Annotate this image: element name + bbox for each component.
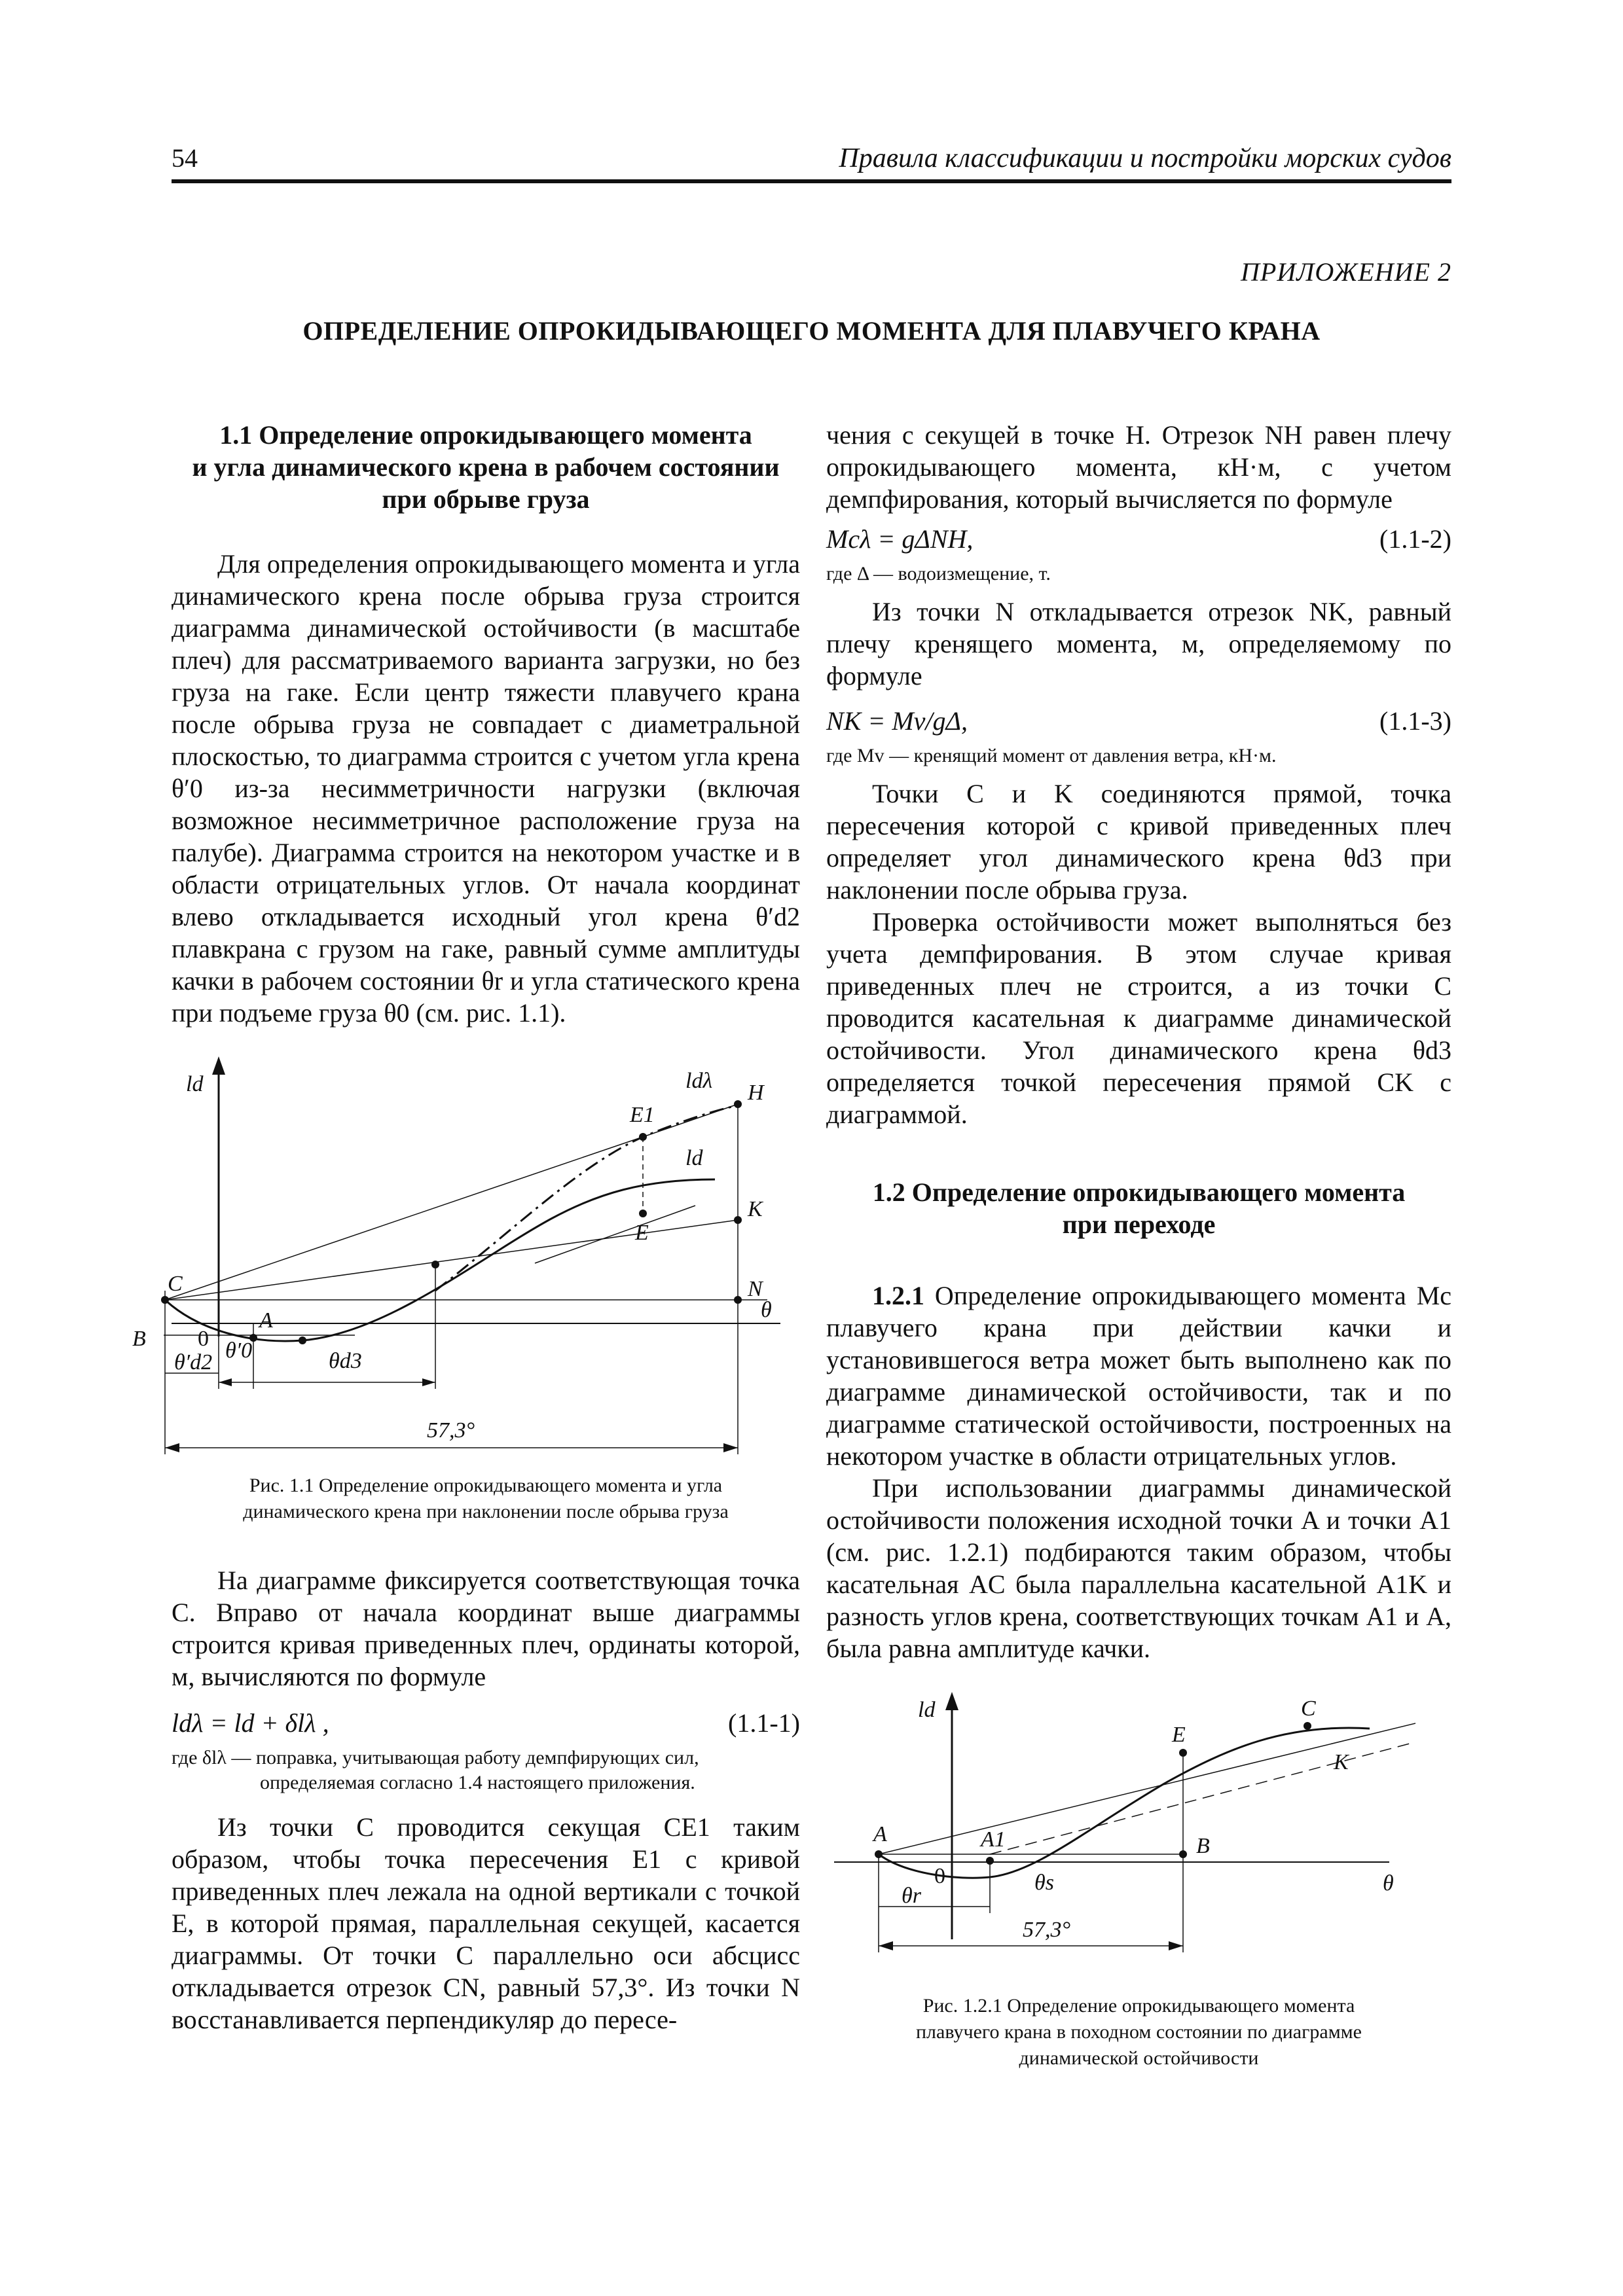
figure-1-1-caption <box>172 1473 800 1525</box>
heading-line: при переходе <box>1062 1210 1216 1239</box>
fig1-label-ld-curve: ld <box>685 1146 703 1170</box>
formula-number: (1.1-3) <box>1379 706 1451 736</box>
page-number: 54 <box>172 143 198 173</box>
fig1-label-N: N <box>748 1277 763 1301</box>
note-line: определяемая согласно 1.4 настоящего приложения. <box>260 1772 695 1793</box>
formula-note <box>172 1746 800 1795</box>
formula-1-1-1 <box>172 1707 800 1739</box>
fig2-label-theta-s: θs <box>1034 1871 1054 1895</box>
clause-number: 1.2.1 <box>872 1281 924 1310</box>
fig1-label-A: A <box>259 1308 273 1333</box>
fig2-label-theta-r: θr <box>902 1884 921 1908</box>
fig2-label-deg: 57,3° <box>1023 1918 1071 1942</box>
paragraph: Проверка остойчивости может выполняться без учета демпфирования. В этом случае кривая приведенных плеч не строится, а из точки C проводится касательная к диаграмме динамической остойчивости. Угол динамического крена θd3 определяется точкой пересечения прямой CK с диаграммой. <box>826 907 1451 1129</box>
right-column <box>826 419 1451 2072</box>
fig2-label-B: B <box>1196 1834 1210 1858</box>
heading-line: и угла динамического крена в рабочем состоянии <box>192 452 780 482</box>
fig2-label-E: E <box>1172 1723 1186 1747</box>
running-title: Правила классификации и постройки морских судов <box>839 143 1451 173</box>
heading-line: при обрыве груза <box>382 484 590 514</box>
paragraph: Для определения опрокидывающего момента и угла динамического крена после обрыва груза строится диаграмма динамической остойчивости (в масштабе плеч) для рассматриваемого варианта загрузки, но без груза на гаке. Если центр тяжести плавучего крана после обрыва груза не совпадает с диаметральной плоскостью, то диаграмма строится с учетом угла крена θ′0 из-за несимметричности нагрузки (включая возможное несимметричное расположение груза на палубе). Диаграмма строится на некотором участке и в области отрицательных углов. От начала координат влево откладывается исходный угол крена θ′d2 плавкрана с грузом на гаке, равный сумме амплитуды качки в рабочем состоянии θr и угла статического крена при подъеме груза θ0 (см. рис. 1.1). <box>172 549 800 1028</box>
header-rule <box>172 179 1451 183</box>
formula-1-1-3 <box>826 705 1451 737</box>
section-1-1-heading <box>172 419 800 515</box>
fig1-label-theta-0: θ′0 <box>225 1338 253 1363</box>
heading-line: 1.1 Определение опрокидывающего момента <box>219 420 752 450</box>
heading-line: 1.2 Определение опрокидывающего момента <box>872 1177 1406 1207</box>
paragraph: Из точки N откладывается отрезок NK, равный плечу кренящего момента, м, определяемому по формуле <box>826 597 1451 691</box>
fig2-label-ld-axis: ld <box>918 1698 936 1722</box>
paragraph: На диаграмме фиксируется соответствующая точка C. Вправо от начала координат выше диаграммы строится кривая приведенных плеч, ординаты которой, м, вычисляются по формуле <box>172 1566 800 1691</box>
paragraph: чения с секущей в точке H. Отрезок NH равен плечу опрокидывающего момента, кН·м, с учетом демпфирования, который вычисляется по формуле <box>826 420 1451 514</box>
formula-number: (1.1-2) <box>1379 524 1451 554</box>
fig1-label-deg: 57,3° <box>427 1418 475 1443</box>
fig2-label-K: K <box>1334 1750 1349 1774</box>
fig1-label-ld-axis: ld <box>186 1072 204 1096</box>
fig1-label-theta-d3: θd3 <box>329 1349 362 1373</box>
caption-line: Рис. 1.2.1 Определение опрокидывающего момента <box>922 1995 1355 2017</box>
paragraph-text: Определение опрокидывающего момента Mc плавучего крана при действии качки и установившегося ветра может быть выполнено как по диаграмме динамической остойчивости, так и по диаграмме статической остойчивости, построенных на некотором участке в области отрицательных углов. <box>826 1281 1452 1471</box>
left-column <box>132 419 800 2036</box>
formula-text: ldλ = ld + δlλ , <box>172 1708 329 1738</box>
fig1-label-K: K <box>748 1197 763 1221</box>
formula-text: NK = Mv/gΔ, <box>826 706 968 736</box>
main-title: ОПРЕДЕЛЕНИЕ ОПРОКИДЫВАЮЩЕГО МОМЕНТА ДЛЯ ПЛАВУЧЕГО КРАНА <box>302 316 1321 346</box>
figure-1-1 <box>132 1042 800 1461</box>
fig1-label-theta-d2: θ′d2 <box>174 1350 213 1374</box>
fig1-label-zero: 0 <box>198 1327 209 1351</box>
paragraph: Из точки C проводится секущая CE1 таким образом, чтобы точка пересечения E1 с кривой приведенных плеч лежала на одной вертикали с точкой E, в которой прямая, параллельная секущей, касается диаграммы. От точки C параллельно оси абсцисс откладывается отрезок CN, равный 57,3°. Из точки N восстанавливается перпендикуляр до пересе- <box>172 1812 800 2034</box>
fig2-label-A: A <box>873 1822 887 1846</box>
formula-note: где Mv — кренящий момент от давления ветра, кН·м. <box>826 745 1277 766</box>
formula-1-1-2 <box>826 523 1451 555</box>
fig1-label-C: C <box>168 1272 183 1296</box>
fig2-label-A1: A1 <box>981 1827 1006 1852</box>
section-1-2-heading <box>826 1176 1451 1240</box>
appendix-label: ПРИЛОЖЕНИЕ 2 <box>1241 257 1451 287</box>
fig1-label-theta: θ <box>761 1298 772 1322</box>
paragraph <box>826 1280 1451 1472</box>
formula-note: где Δ — водоизмещение, т. <box>826 563 1051 584</box>
fig2-label-theta: θ <box>1383 1871 1394 1895</box>
fig1-label-E: E <box>635 1221 649 1245</box>
caption-line: Рис. 1.1 Определение опрокидывающего момента и угла <box>249 1475 723 1496</box>
paragraph: Точки C и K соединяются прямой, точка пересечения которой с кривой приведенных плеч определяет угол динамического крена θd3 при наклонении после обрыва груза. <box>826 779 1451 905</box>
fig2-label-zero: 0 <box>934 1864 945 1888</box>
figure-1-2-1-caption <box>826 1993 1451 2072</box>
fig1-label-ldl: ldλ <box>685 1069 713 1093</box>
figure-1-2-1 <box>826 1677 1451 1985</box>
caption-line: динамического крена при наклонении после обрыва груза <box>243 1501 729 1522</box>
fig1-label-E1: E1 <box>630 1103 655 1127</box>
caption-line: плавучего крана в походном состоянии по диаграмме <box>916 2021 1362 2043</box>
formula-number: (1.1-1) <box>728 1708 800 1738</box>
paragraph: При использовании диаграммы динамической остойчивости положения исходной точки A и точки A1 (см. рис. 1.2.1) подбираются таким образом, чтобы касательная AC была параллельна касательной A1K и разность углов крена, соответствующих точкам A1 и A, была равна амплитуде качки. <box>826 1473 1451 1663</box>
fig1-label-B: B <box>132 1327 146 1351</box>
caption-line: динамической остойчивости <box>1019 2047 1259 2069</box>
formula-text: Mcλ = gΔNH, <box>826 524 974 554</box>
note-line: где δlλ — поправка, учитывающая работу демпфирующих сил, <box>172 1747 699 1768</box>
fig2-label-C: C <box>1301 1696 1316 1721</box>
fig1-label-H: H <box>748 1081 764 1105</box>
